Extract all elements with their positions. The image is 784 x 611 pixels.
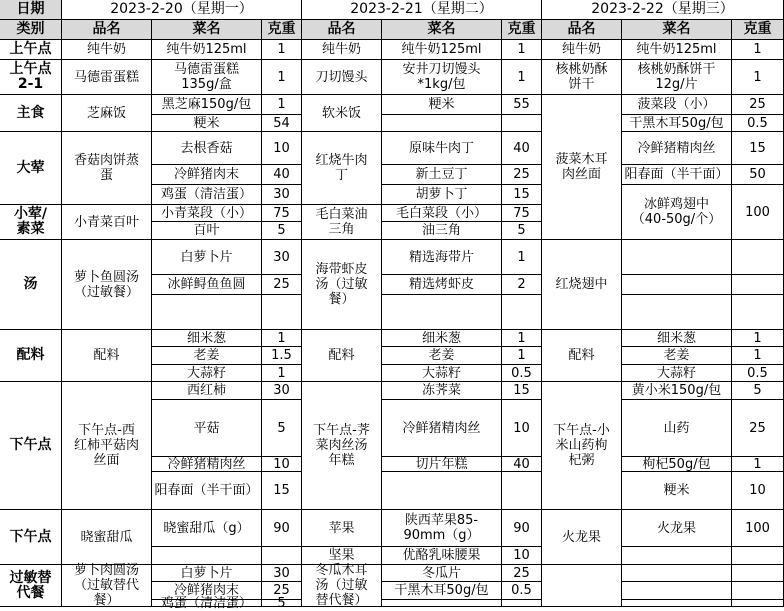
ingredient-cell[interactable]: 原味牛肉丁 [382,132,502,165]
weight-cell[interactable]: 1 [502,60,542,95]
category-cell[interactable]: 上午点 2-1 [0,60,62,95]
weight-cell[interactable]: 1 [262,365,302,382]
dish-name-cell[interactable]: 苹果 [302,510,382,547]
weight-cell[interactable]: 1 [732,457,784,472]
ingredient-cell[interactable]: 鸡蛋（清洁蛋） [152,600,262,607]
weight-cell[interactable]: 0.5 [732,115,784,132]
empty-cell[interactable] [502,295,542,330]
weight-cell[interactable]: 10 [262,132,302,165]
category-cell[interactable]: 下午点 [0,382,62,510]
weight-cell[interactable]: 40 [502,457,542,472]
date-label-cell[interactable]: 日期 [0,0,62,20]
ingredient-cell[interactable]: 老姜 [152,347,262,365]
empty-cell[interactable] [622,275,732,295]
category-cell[interactable]: 下午点 [0,510,62,565]
column-header-ingredient[interactable]: 菜名 [382,20,502,40]
empty-cell[interactable] [732,600,784,607]
weight-cell[interactable]: 1 [502,347,542,365]
ingredient-cell[interactable]: 安井刀切馒头 *1kg/包 [382,60,502,95]
dish-name-cell[interactable]: 刀切馒头 [302,60,382,95]
empty-cell[interactable] [502,600,542,607]
weight-cell[interactable]: 5 [262,222,302,240]
ingredient-cell[interactable]: 冷鲜猪精肉丝 [622,132,732,165]
weight-cell[interactable]: 25 [262,582,302,600]
empty-cell[interactable] [502,472,542,510]
dish-name-cell[interactable]: 下午点-荠 菜肉丝汤 年糕 [302,382,382,510]
ingredient-cell[interactable]: 细米葱 [382,330,502,347]
empty-cell[interactable] [382,115,502,132]
column-header-dish[interactable]: 品名 [542,20,622,40]
ingredient-cell[interactable]: 平菇 [152,400,262,457]
weight-cell[interactable]: 25 [502,165,542,185]
column-header-weight[interactable]: 克重 [262,20,302,40]
category-cell[interactable]: 过敏替 代餐 [0,565,62,607]
empty-cell[interactable] [622,600,732,607]
weight-cell[interactable]: 1.5 [262,347,302,365]
weight-cell[interactable]: 75 [502,205,542,222]
ingredient-cell[interactable]: 冻荠菜 [382,382,502,400]
ingredient-cell[interactable]: 陕西苹果85- 90mm（g） [382,510,502,547]
ingredient-cell[interactable]: 粳米 [622,472,732,510]
empty-cell[interactable] [622,582,732,600]
category-cell[interactable]: 上午点 [0,40,62,60]
empty-cell[interactable] [262,547,302,565]
date-header-cell[interactable]: 2023-2-21（星期二） [302,0,542,20]
weight-cell[interactable]: 1 [502,330,542,347]
dish-name-cell[interactable]: 小青菜百叶 [62,205,152,240]
weight-cell[interactable]: 5 [502,222,542,240]
ingredient-cell[interactable]: 纯牛奶125ml [622,40,732,60]
empty-cell[interactable] [502,115,542,132]
weight-cell[interactable]: 25 [732,95,784,115]
dish-name-cell[interactable]: 坚果 [302,547,382,565]
ingredient-cell[interactable]: 切片年糕 [382,457,502,472]
dish-name-cell[interactable]: 配料 [302,330,382,382]
weight-cell[interactable]: 1 [502,240,542,275]
weight-cell[interactable]: 75 [262,205,302,222]
ingredient-cell[interactable]: 核桃奶酥饼干 12g/片 [622,60,732,95]
weight-cell[interactable]: 10 [502,547,542,565]
weight-cell[interactable]: 0.5 [502,582,542,600]
dish-name-cell[interactable]: 马德雷蛋糕 [62,60,152,95]
ingredient-cell[interactable]: 粳米 [382,95,502,115]
ingredient-cell[interactable]: 毛白菜段（小） [382,205,502,222]
weight-cell[interactable]: 2 [502,275,542,295]
dish-name-cell[interactable]: 毛白菜油 三角 [302,205,382,240]
category-cell[interactable]: 主食 [0,95,62,132]
ingredient-cell[interactable]: 白萝卜片 [152,240,262,275]
weight-cell[interactable]: 15 [502,382,542,400]
weight-cell[interactable]: 54 [262,115,302,132]
dish-name-cell[interactable]: 下午点-西 红柿平菇肉 丝面 [62,382,152,510]
dish-name-cell[interactable]: 萝卜鱼圆汤 （过敏餐） [62,240,152,330]
ingredient-cell[interactable]: 黑芝麻150g/包 [152,95,262,115]
weight-cell[interactable]: 1 [732,330,784,347]
empty-cell[interactable] [382,472,502,510]
empty-cell[interactable] [732,565,784,582]
ingredient-cell[interactable]: 百叶 [152,222,262,240]
ingredient-cell[interactable]: 冬瓜片 [382,565,502,582]
weight-cell[interactable]: 10 [262,457,302,472]
column-header-dish[interactable]: 品名 [302,20,382,40]
dish-name-cell[interactable]: 纯牛奶 [542,40,622,60]
weight-cell[interactable]: 5 [732,382,784,400]
dish-name-cell[interactable]: 配料 [62,330,152,382]
ingredient-cell[interactable]: 大蒜籽 [382,365,502,382]
ingredient-cell[interactable]: 枸杞50g/包 [622,457,732,472]
ingredient-cell[interactable]: 小青菜段（小） [152,205,262,222]
dish-name-cell[interactable]: 核桃奶酥 饼干 [542,60,622,95]
category-cell[interactable]: 大荤 [0,132,62,205]
dish-name-cell[interactable]: 软米饭 [302,95,382,132]
category-cell[interactable]: 小荤/ 素菜 [0,205,62,240]
empty-cell[interactable] [732,295,784,330]
dish-name-cell[interactable]: 萝卜肉圆汤 （过敏替代 餐） [62,565,152,607]
column-header-weight[interactable]: 克重 [502,20,542,40]
column-header-weight[interactable]: 克重 [732,20,784,40]
empty-cell[interactable] [152,295,262,330]
ingredient-cell[interactable]: 细米葱 [622,330,732,347]
weight-cell[interactable]: 25 [262,275,302,295]
category-cell[interactable]: 汤 [0,240,62,330]
weight-cell[interactable]: 10 [732,472,784,510]
ingredient-cell[interactable]: 精选海带片 [382,240,502,275]
weight-cell[interactable]: 1 [732,40,784,60]
dish-name-cell[interactable]: 菠菜木耳 肉丝面 [542,95,622,240]
weight-cell[interactable]: 50 [732,165,784,185]
ingredient-cell[interactable]: 老姜 [382,347,502,365]
ingredient-cell[interactable]: 纯牛奶125ml [382,40,502,60]
empty-cell[interactable] [732,275,784,295]
empty-cell[interactable] [622,565,732,582]
weight-cell[interactable]: 1 [732,347,784,365]
date-header-cell[interactable]: 2023-2-20（星期一） [62,0,302,20]
weight-cell[interactable]: 0.5 [732,365,784,382]
ingredient-cell[interactable]: 鸡蛋（清洁蛋） [152,185,262,205]
ingredient-cell[interactable]: 冷鲜猪精肉丝 [152,457,262,472]
ingredient-cell[interactable]: 阳春面（半干面） [152,472,262,510]
empty-cell[interactable] [732,240,784,275]
ingredient-cell[interactable]: 优酪乳味腰果 [382,547,502,565]
dish-name-cell[interactable]: 红烧牛肉 丁 [302,132,382,205]
empty-cell[interactable] [622,295,732,330]
weight-cell[interactable]: 100 [732,510,784,547]
weight-cell[interactable]: 15 [732,132,784,165]
empty-cell[interactable] [152,547,262,565]
weight-cell[interactable]: 1 [502,40,542,60]
ingredient-cell[interactable]: 新土豆丁 [382,165,502,185]
weight-cell[interactable]: 15 [502,185,542,205]
weight-cell[interactable]: 10 [502,400,542,457]
ingredient-cell[interactable]: 老姜 [622,347,732,365]
empty-cell[interactable] [622,547,732,565]
ingredient-cell[interactable]: 纯牛奶125ml [152,40,262,60]
ingredient-cell[interactable]: 粳米 [152,115,262,132]
weight-cell[interactable]: 25 [732,400,784,457]
weight-cell[interactable]: 30 [262,185,302,205]
weight-cell[interactable]: 1 [262,330,302,347]
ingredient-cell[interactable]: 油三角 [382,222,502,240]
weight-cell[interactable]: 90 [262,510,302,547]
ingredient-cell[interactable]: 黄小米150g/包 [622,382,732,400]
weight-cell[interactable]: 1 [262,60,302,95]
weight-cell[interactable]: 0.5 [502,365,542,382]
weight-cell[interactable]: 40 [502,132,542,165]
ingredient-cell[interactable]: 西红柿 [152,382,262,400]
empty-cell[interactable] [382,295,502,330]
column-header-ingredient[interactable]: 菜名 [622,20,732,40]
ingredient-cell[interactable]: 冷鲜猪肉末 [152,165,262,185]
dish-name-cell[interactable]: 火龙果 [542,510,622,565]
weight-cell[interactable]: 5 [262,400,302,457]
weight-cell[interactable]: 100 [732,185,784,240]
weight-cell[interactable]: 30 [262,240,302,275]
ingredient-cell[interactable]: 精选烤虾皮 [382,275,502,295]
column-header-dish[interactable]: 品名 [62,20,152,40]
weight-cell[interactable]: 1 [732,60,784,95]
weight-cell[interactable]: 1 [262,95,302,115]
dish-name-cell[interactable]: 配料 [542,330,622,382]
column-header-ingredient[interactable]: 菜名 [152,20,262,40]
ingredient-cell[interactable]: 大蒜籽 [622,365,732,382]
weight-cell[interactable]: 15 [262,472,302,510]
empty-cell[interactable] [732,547,784,565]
dish-name-cell[interactable]: 纯牛奶 [62,40,152,60]
ingredient-cell[interactable]: 冰鲜鲟鱼鱼圆 [152,275,262,295]
date-header-cell[interactable]: 2023-2-22（星期三） [542,0,784,20]
ingredient-cell[interactable]: 冰鲜鸡翅中 （40-50g/个） [622,185,732,240]
ingredient-cell[interactable]: 晓蜜甜瓜（g） [152,510,262,547]
ingredient-cell[interactable]: 冷鲜猪肉末 [152,582,262,600]
dish-name-cell[interactable]: 香菇肉饼蒸 蛋 [62,132,152,205]
dish-name-cell[interactable]: 下午点-小 米山药枸 杞粥 [542,382,622,510]
ingredient-cell[interactable]: 干黑木耳50g/包 [382,582,502,600]
ingredient-cell[interactable]: 大蒜籽 [152,365,262,382]
ingredient-cell[interactable]: 细米葱 [152,330,262,347]
weight-cell[interactable]: 55 [502,95,542,115]
empty-cell[interactable] [542,565,622,607]
ingredient-cell[interactable]: 干黑木耳50g/包 [622,115,732,132]
weight-cell[interactable]: 90 [502,510,542,547]
ingredient-cell[interactable]: 马德雷蛋糕 135g/盒 [152,60,262,95]
ingredient-cell[interactable]: 胡萝卜丁 [382,185,502,205]
ingredient-cell[interactable]: 火龙果 [622,510,732,547]
weight-cell[interactable]: 40 [262,165,302,185]
weight-cell[interactable]: 30 [262,382,302,400]
dish-name-cell[interactable]: 海带虾皮 汤（过敏 餐） [302,240,382,330]
ingredient-cell[interactable]: 阳春面（半干面） [622,165,732,185]
empty-cell[interactable] [382,600,502,607]
ingredient-cell[interactable]: 白萝卜片 [152,565,262,582]
weight-cell[interactable]: 5 [262,600,302,607]
weight-cell[interactable]: 25 [502,565,542,582]
dish-name-cell[interactable]: 芝麻饭 [62,95,152,132]
dish-name-cell[interactable]: 晓蜜甜瓜 [62,510,152,565]
ingredient-cell[interactable]: 菠菜段（小） [622,95,732,115]
ingredient-cell[interactable]: 去根香菇 [152,132,262,165]
ingredient-cell[interactable]: 山药 [622,400,732,457]
dish-name-cell[interactable]: 纯牛奶 [302,40,382,60]
ingredient-cell[interactable]: 冷鲜猪精肉丝 [382,400,502,457]
dish-name-cell[interactable]: 红烧翅中 [542,240,622,330]
dish-name-cell[interactable]: 冬瓜木耳 汤（过敏 替代餐） [302,565,382,607]
category-cell[interactable]: 配料 [0,330,62,382]
empty-cell[interactable] [622,240,732,275]
empty-cell[interactable] [732,582,784,600]
weight-cell[interactable]: 30 [262,565,302,582]
empty-cell[interactable] [262,295,302,330]
weight-cell[interactable]: 1 [262,40,302,60]
category-label-cell[interactable]: 类别 [0,20,62,40]
